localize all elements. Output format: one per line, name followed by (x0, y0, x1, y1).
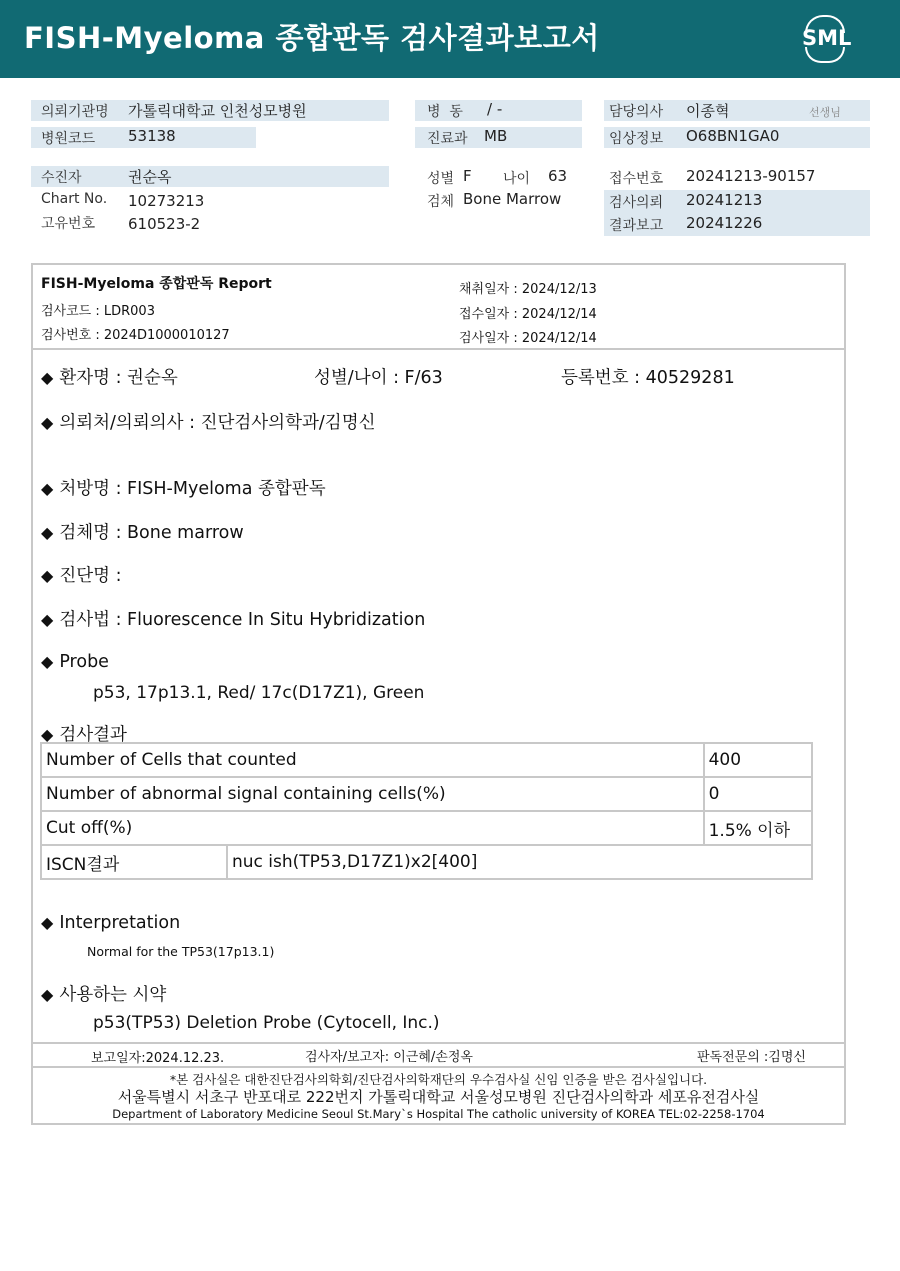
divider (33, 1042, 844, 1044)
report-date: 보고일자:2024.12.23. (91, 1051, 225, 1066)
specimen-value: Bone Marrow (463, 190, 562, 208)
registration-line: 등록번호 : 40529281 (561, 368, 735, 388)
diamond-bullet-icon: ◆ (41, 913, 54, 932)
probe-heading (41, 652, 109, 672)
patient-line (41, 364, 178, 389)
specimen-line-text: 검체명 : Bone marrow (59, 523, 244, 543)
request-label: 검사의뢰 (609, 195, 664, 211)
requester-line-text: 의뢰처/의뢰의사 : 진단검사의학과/김명신 (59, 413, 376, 433)
department-english: Department of Laboratory Medicine Seoul St.Mary`s Hospital The catholic university of KOREA TEL:02-2258-1704 (112, 1107, 765, 1121)
cells-counted-value: 400 (704, 743, 812, 777)
doctor-label: 담당의사 (609, 104, 664, 120)
interpretation-heading (41, 913, 180, 933)
prescription-line (41, 475, 326, 500)
request-value: 20241213 (686, 191, 763, 209)
receipt-no-label: 접수번호 (609, 171, 664, 187)
sex-value: F (463, 167, 472, 185)
unique-label: 고유번호 (41, 216, 96, 232)
logo-arc-bottom (805, 47, 845, 63)
interpretation-text: Normal for the TP53(17p13.1) (87, 944, 275, 959)
table-row (41, 845, 812, 879)
doctor-value: 이종혁 (686, 102, 730, 120)
cutoff-value: 1.5% 이하 (704, 811, 812, 845)
report-box (31, 263, 846, 1125)
probe-text: p53, 17p13.1, Red/ 17c(D17Z1), Green (93, 683, 425, 703)
patient-value: 권순옥 (128, 168, 172, 186)
report-date-label: 결과보고 (609, 218, 664, 234)
divider (33, 348, 844, 350)
sml-logo (796, 12, 854, 66)
hospital-code-label: 병원코드 (41, 131, 96, 147)
reagent-heading-text: 사용하는 시약 (59, 985, 167, 1005)
requester-line (41, 409, 376, 434)
receipt-date: 접수일자 : 2024/12/14 (459, 307, 597, 322)
diagnosis-line-text: 진단명 : (59, 566, 122, 586)
patient-label: 수진자 (41, 170, 82, 186)
method-line (41, 606, 425, 631)
diamond-bullet-icon: ◆ (41, 413, 54, 432)
diamond-bullet-icon: ◆ (41, 523, 54, 542)
age-value: 63 (548, 167, 568, 185)
abnormal-cells-label: Number of abnormal signal containing cells(%) (41, 777, 704, 811)
cutoff-label: Cut off(%) (41, 811, 704, 845)
ward-label: 병 동 (427, 104, 463, 120)
sex-label: 성별 (427, 171, 455, 187)
table-row (41, 743, 812, 777)
prescription-line-text: 처방명 : FISH-Myeloma 종합판독 (59, 479, 326, 499)
method-line-text: 검사법 : Fluorescence In Situ Hybridization (59, 610, 426, 630)
lab-address: 서울특별시 서초구 반포대로 222번지 가톨릭대학교 서울성모병원 진단검사의학과 세포유전검사실 (117, 1088, 760, 1106)
doctor-suffix: 선생님 (809, 106, 841, 119)
diamond-bullet-icon: ◆ (41, 652, 54, 671)
test-code: 검사코드 : LDR003 (41, 304, 155, 319)
table-row (41, 811, 812, 845)
results-heading-text: 검사결과 (59, 725, 127, 745)
results-table (40, 742, 813, 880)
patient-bar (31, 166, 389, 187)
abnormal-cells-value: 0 (704, 777, 812, 811)
report-header (0, 0, 900, 78)
institution-value: 가톨릭대학교 인천성모병원 (128, 102, 307, 120)
examiner: 검사자/보고자: 이근혜/손정옥 (305, 1050, 473, 1065)
collect-date: 채취일자 : 2024/12/13 (459, 282, 597, 297)
department-value: MB (484, 127, 508, 145)
certification-note: *본 검사실은 대한진단검사의학회/진단검사의학재단의 우수검사실 신임 인증을 받은 검사실입니다. (169, 1072, 708, 1087)
iscn-value: nuc ish(TP53,D17Z1)x2[400] (227, 845, 812, 879)
clinical-value: O68BN1GA0 (686, 127, 780, 145)
age-label: 나이 (503, 171, 531, 187)
institution-label: 의뢰기관명 (41, 104, 109, 120)
chart-value: 10273213 (128, 192, 205, 210)
diamond-bullet-icon: ◆ (41, 725, 54, 744)
diamond-bullet-icon: ◆ (41, 566, 54, 585)
reagent-text: p53(TP53) Deletion Probe (Cytocell, Inc.) (93, 1013, 440, 1033)
diamond-bullet-icon: ◆ (41, 479, 54, 498)
diamond-bullet-icon: ◆ (41, 985, 54, 1004)
department-label: 진료과 (427, 131, 468, 147)
sex-age-line: 성별/나이 : F/63 (314, 368, 443, 388)
reagent-heading (41, 981, 166, 1006)
clinical-label: 임상정보 (609, 131, 664, 147)
cells-counted-label: Number of Cells that counted (41, 743, 704, 777)
diagnosis-line (41, 562, 122, 587)
divider (33, 1066, 844, 1068)
hospital-code-value: 53138 (128, 127, 176, 145)
unique-value: 610523-2 (128, 215, 201, 233)
report-date-value: 20241226 (686, 214, 763, 232)
specimen-label: 검체 (427, 194, 455, 210)
interpretation-heading-text: Interpretation (59, 913, 181, 933)
probe-heading-text: Probe (59, 652, 109, 672)
patient-line-text: 환자명 : 권순옥 (59, 368, 178, 388)
chart-label: Chart No. (41, 191, 108, 207)
test-number: 검사번호 : 2024D1000010127 (41, 328, 230, 343)
ward-value: / - (487, 100, 503, 118)
diamond-bullet-icon: ◆ (41, 368, 54, 387)
report-title: FISH-Myeloma 종합판독 Report (41, 276, 272, 292)
iscn-label: ISCN결과 (41, 845, 227, 879)
table-row (41, 777, 812, 811)
page-title: FISH-Myeloma 종합판독 검사결과보고서 (24, 21, 600, 55)
specialist: 판독전문의 :김명신 (697, 1050, 806, 1065)
diamond-bullet-icon: ◆ (41, 610, 54, 629)
exam-date: 검사일자 : 2024/12/14 (459, 331, 597, 346)
receipt-no-value: 20241213-90157 (686, 167, 816, 185)
specimen-line (41, 519, 244, 544)
logo-text: SML (802, 26, 852, 50)
